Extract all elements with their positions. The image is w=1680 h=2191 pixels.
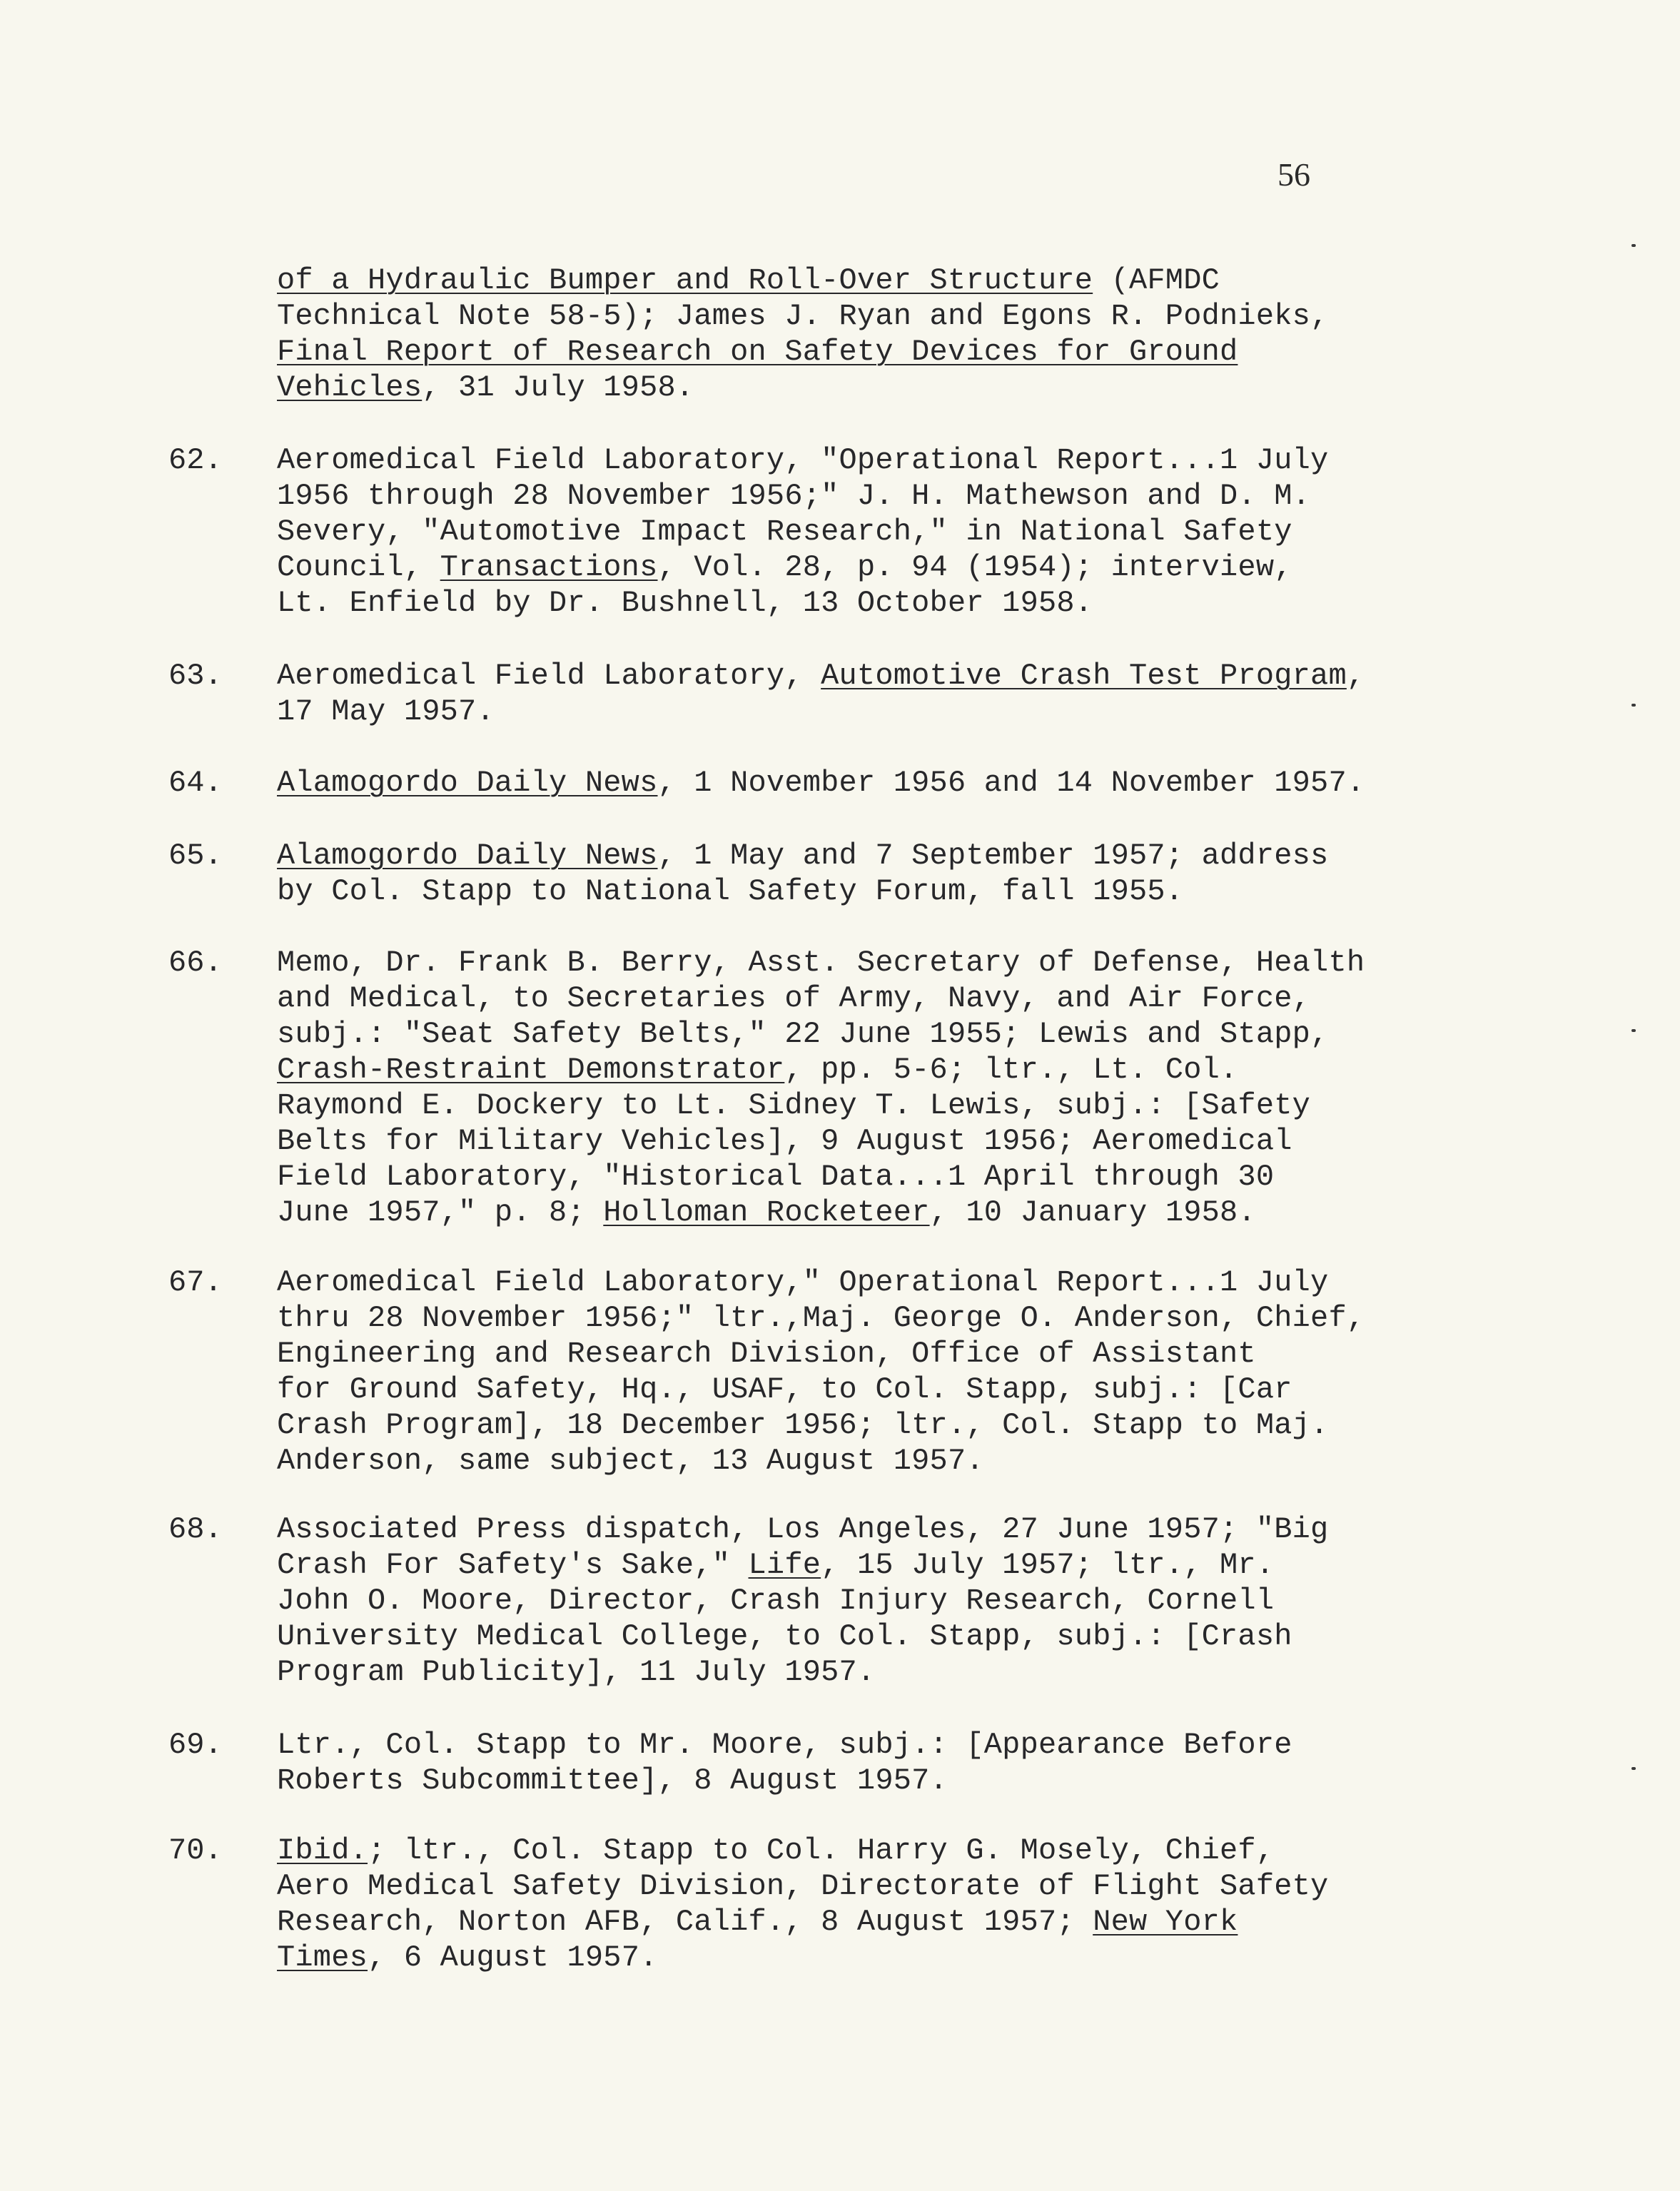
text-segment: Field Laboratory, "Historical Data...1 April through 30 <box>277 1160 1275 1194</box>
page-number: 56 <box>1277 156 1310 193</box>
underlined-title: Times <box>277 1940 368 1975</box>
note-number: 63. <box>168 659 223 693</box>
note-line <box>277 298 1328 334</box>
text-segment: Ltr., Col. Stapp to Mr. Moore, subj.: [Appearance Before <box>277 1728 1292 1762</box>
note-text <box>277 263 1328 405</box>
underlined-title: Ibid. <box>277 1833 368 1868</box>
text-segment: thru 28 November 1956;" ltr.,Maj. George O. Anderson, Chief, <box>277 1301 1365 1335</box>
text-segment: Lt. Enfield by Dr. Bushnell, 13 October 1958. <box>277 586 1093 620</box>
note-line <box>277 1443 1365 1479</box>
note-text <box>277 658 1365 729</box>
note-text <box>277 765 1365 801</box>
note-line <box>277 478 1328 514</box>
text-segment: Roberts Subcommittee], 8 August 1957. <box>277 1764 948 1798</box>
text-segment: , Vol. 28, p. 94 (1954); interview, <box>657 550 1292 585</box>
underlined-title: New York <box>1093 1905 1238 1939</box>
note-line <box>277 1940 1328 1975</box>
text-segment: June 1957," p. 8; <box>277 1195 604 1230</box>
note-line <box>277 1016 1365 1052</box>
note-line <box>277 694 1365 729</box>
note-text <box>277 1512 1328 1690</box>
margin-mark <box>1631 1029 1636 1032</box>
note-line <box>277 1727 1292 1763</box>
underlined-title: Transactions <box>440 550 658 585</box>
text-segment: Aeromedical Field Laboratory, <box>277 659 821 693</box>
note-line <box>277 1763 1292 1798</box>
note-line <box>277 1265 1365 1300</box>
text-segment: Aero Medical Safety Division, Directorate of Flight Safety <box>277 1869 1329 1903</box>
note-text <box>277 1727 1292 1798</box>
note-line <box>277 1195 1365 1230</box>
text-segment: (AFMDC <box>1093 263 1220 298</box>
text-segment: Memo, Dr. Frank B. Berry, Asst. Secretary of Defense, Health <box>277 946 1365 980</box>
underlined-title: Crash-Restraint Demonstrator <box>277 1053 785 1087</box>
note-line <box>277 585 1328 621</box>
note-text <box>277 1265 1365 1479</box>
underlined-title: Alamogordo Daily News <box>277 839 658 873</box>
text-segment: Severy, "Automotive Impact Research," in National Safety <box>277 515 1292 549</box>
margin-mark <box>1631 1767 1636 1770</box>
underlined-title: Vehicles <box>277 370 422 405</box>
underlined-title: Life <box>748 1548 821 1582</box>
note-text <box>277 1833 1328 1975</box>
text-segment: , 1 May and 7 September 1957; address <box>657 839 1329 873</box>
text-segment: ; ltr., Col. Stapp to Col. Harry G. Mosely, Chief, <box>368 1833 1275 1868</box>
note-number: 69. <box>168 1728 223 1762</box>
note-line <box>277 263 1328 298</box>
text-segment: Research, Norton AFB, Calif., 8 August 1957; <box>277 1905 1093 1939</box>
note-line <box>277 1088 1365 1123</box>
text-segment: subj.: "Seat Safety Belts," 22 June 1955; Lewis and Stapp, <box>277 1017 1329 1051</box>
text-segment: Crash Program], 18 December 1956; ltr., Col. Stapp to Maj. <box>277 1408 1329 1442</box>
underlined-title: Holloman Rocketeer <box>603 1195 930 1230</box>
text-segment: , 31 July 1958. <box>422 370 694 405</box>
note-line <box>277 1159 1365 1195</box>
text-segment: Crash For Safety's Sake," <box>277 1548 749 1582</box>
note-line <box>277 1868 1328 1904</box>
note-line <box>277 1512 1328 1547</box>
note-text <box>277 945 1365 1230</box>
text-segment: Anderson, same subject, 13 August 1957. <box>277 1444 984 1478</box>
note-number: 66. <box>168 946 223 980</box>
text-segment: , 10 January 1958. <box>929 1195 1256 1230</box>
note-text <box>277 442 1328 621</box>
note-line <box>277 981 1365 1016</box>
note-number: 65. <box>168 839 223 873</box>
note-line <box>277 334 1328 370</box>
note-number: 68. <box>168 1512 223 1547</box>
text-segment: and Medical, to Secretaries of Army, Navy, and Air Force, <box>277 981 1311 1016</box>
text-segment: 1956 through 28 November 1956;" J. H. Mathewson and D. M. <box>277 479 1311 513</box>
note-line <box>277 1547 1328 1583</box>
note-line <box>277 1336 1365 1372</box>
note-line <box>277 1904 1328 1940</box>
note-line <box>277 550 1328 585</box>
note-number: 62. <box>168 443 223 477</box>
note-line <box>277 765 1365 801</box>
note-line <box>277 874 1328 909</box>
text-segment: Technical Note 58-5); James J. Ryan and Egons R. Podnieks, <box>277 299 1329 333</box>
text-segment: for Ground Safety, Hq., USAF, to Col. Stapp, subj.: [Car <box>277 1372 1292 1407</box>
text-segment: Associated Press dispatch, Los Angeles, 27 June 1957; "Big <box>277 1512 1329 1547</box>
note-text <box>277 838 1328 909</box>
note-line <box>277 1372 1365 1407</box>
underlined-title: Automotive Crash Test Program <box>821 659 1347 693</box>
text-segment: Aeromedical Field Laboratory," Operational Report...1 July <box>277 1265 1329 1300</box>
text-segment: Program Publicity], 11 July 1957. <box>277 1655 876 1689</box>
text-segment: , 15 July 1957; ltr., Mr. <box>821 1548 1275 1582</box>
text-segment: Belts for Military Vehicles], 9 August 1956; Aeromedical <box>277 1124 1292 1158</box>
note-line <box>277 514 1328 550</box>
note-line <box>277 1583 1328 1619</box>
text-segment: , pp. 5-6; ltr., Lt. Col. <box>784 1053 1238 1087</box>
note-line <box>277 1407 1365 1443</box>
note-line <box>277 1619 1328 1654</box>
text-segment: 17 May 1957. <box>277 694 495 729</box>
margin-mark <box>1631 704 1636 707</box>
text-segment: University Medical College, to Col. Stapp, subj.: [Crash <box>277 1619 1292 1654</box>
note-number: 64. <box>168 766 223 800</box>
text-segment: Raymond E. Dockery to Lt. Sidney T. Lewis, subj.: [Safety <box>277 1088 1311 1123</box>
note-line <box>277 1654 1328 1690</box>
text-segment: Council, <box>277 550 440 585</box>
underlined-title: Alamogordo Daily News <box>277 766 658 800</box>
underlined-title: Final Report of Research on Safety Devices for Ground <box>277 335 1238 369</box>
note-line <box>277 442 1328 478</box>
note-number: 67. <box>168 1265 223 1300</box>
note-number: 70. <box>168 1833 223 1868</box>
text-segment: , <box>1346 659 1365 693</box>
note-line <box>277 945 1365 981</box>
note-line <box>277 1123 1365 1159</box>
text-segment: , 6 August 1957. <box>368 1940 658 1975</box>
text-segment: John O. Moore, Director, Crash Injury Research, Cornell <box>277 1584 1275 1618</box>
text-segment: by Col. Stapp to National Safety Forum, fall 1955. <box>277 874 1184 909</box>
text-segment: , 1 November 1956 and 14 November 1957. <box>657 766 1365 800</box>
text-segment: Aeromedical Field Laboratory, "Operational Report...1 July <box>277 443 1329 477</box>
note-line <box>277 838 1328 874</box>
note-line <box>277 1833 1328 1868</box>
text-segment: Engineering and Research Division, Office of Assistant <box>277 1337 1256 1371</box>
note-line <box>277 658 1365 694</box>
underlined-title: of a Hydraulic Bumper and Roll-Over Structure <box>277 263 1093 298</box>
note-line <box>277 1052 1365 1088</box>
note-line <box>277 370 1328 405</box>
note-line <box>277 1300 1365 1336</box>
margin-mark <box>1631 244 1636 247</box>
